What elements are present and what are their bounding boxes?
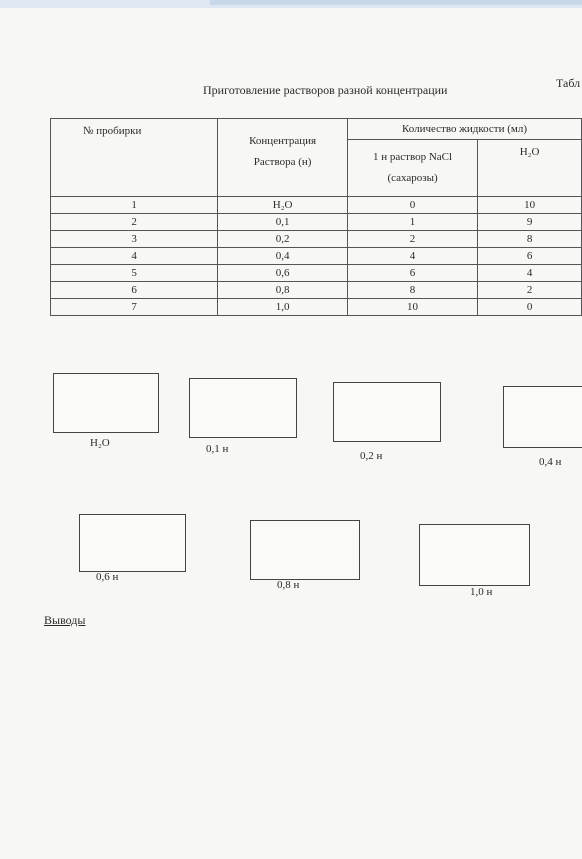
sketch-box-1-0n bbox=[419, 524, 530, 586]
header-water: H₂O bbox=[478, 140, 582, 197]
cell-num: 7 bbox=[51, 299, 218, 316]
table-row bbox=[51, 214, 582, 231]
sketch-box-0-6n bbox=[79, 514, 186, 572]
cell-solution: 4 bbox=[347, 248, 477, 265]
cell-num: 5 bbox=[51, 265, 218, 282]
header-solution bbox=[347, 140, 477, 197]
cell-num: 3 bbox=[51, 231, 218, 248]
sketch-box-0-4n bbox=[503, 386, 582, 448]
cell-conc: 0,8 bbox=[218, 282, 348, 299]
cell-conc: 1,0 bbox=[218, 299, 348, 316]
cell-water: 0 bbox=[478, 299, 582, 316]
scan-top-edge bbox=[0, 0, 582, 8]
cell-conc: 0,4 bbox=[218, 248, 348, 265]
table-row bbox=[51, 197, 582, 214]
sketch-box-0-2n bbox=[333, 382, 441, 442]
header-liquid-quantity: Количество жидкости (мл) bbox=[347, 119, 581, 140]
table-row bbox=[51, 265, 582, 282]
cell-water: 10 bbox=[478, 197, 582, 214]
table-row bbox=[51, 248, 582, 265]
cell-solution: 1 bbox=[347, 214, 477, 231]
page-title: Приготовление растворов разной концентрации bbox=[203, 83, 448, 97]
sketch-label-0-8n: 0,8 н bbox=[277, 579, 300, 591]
sketch-box-0-8n bbox=[250, 520, 360, 580]
cell-num: 1 bbox=[51, 197, 218, 214]
header-solution-line2: (сахарозы) bbox=[387, 172, 438, 184]
sketch-label-1-0n: 1,0 н bbox=[470, 586, 493, 598]
cell-solution: 0 bbox=[347, 197, 477, 214]
cell-solution: 6 bbox=[347, 265, 477, 282]
sketch-box-0-1n bbox=[189, 378, 297, 438]
header-concentration bbox=[218, 119, 348, 197]
cell-water: 4 bbox=[478, 265, 582, 282]
conclusions-heading: Выводы bbox=[44, 613, 86, 627]
cell-water: 9 bbox=[478, 214, 582, 231]
cell-conc: 0,2 bbox=[218, 231, 348, 248]
cell-solution: 2 bbox=[347, 231, 477, 248]
cell-num: 4 bbox=[51, 248, 218, 265]
cell-solution: 10 bbox=[347, 299, 477, 316]
sketch-label-0-1n: 0,1 н bbox=[206, 443, 229, 455]
cell-conc: H₂O bbox=[218, 197, 348, 214]
concentration-table bbox=[50, 118, 582, 316]
cell-solution: 8 bbox=[347, 282, 477, 299]
cell-num: 2 bbox=[51, 214, 218, 231]
cell-water: 2 bbox=[478, 282, 582, 299]
sketch-label-0-6n: 0,6 н bbox=[96, 571, 119, 583]
cell-water: 8 bbox=[478, 231, 582, 248]
table-row bbox=[51, 299, 582, 316]
header-tube-number: № пробирки bbox=[51, 119, 218, 197]
sketch-label-0-2n: 0,2 н bbox=[360, 450, 383, 462]
header-concentration-line2: Раствора (н) bbox=[253, 156, 312, 168]
cell-water: 6 bbox=[478, 248, 582, 265]
cell-conc: 0,6 bbox=[218, 265, 348, 282]
table-label: Табл bbox=[556, 76, 581, 90]
header-solution-line1: 1 н раствор NaCl bbox=[373, 151, 453, 163]
header-concentration-line1: Концентрация bbox=[249, 135, 317, 147]
table-row bbox=[51, 282, 582, 299]
cell-num: 6 bbox=[51, 282, 218, 299]
sketch-label-h2o: H₂O bbox=[90, 437, 110, 449]
sketch-box-h2o bbox=[53, 373, 159, 433]
sketch-label-0-4n: 0,4 н bbox=[539, 456, 562, 468]
cell-conc: 0,1 bbox=[218, 214, 348, 231]
table-row bbox=[51, 231, 582, 248]
